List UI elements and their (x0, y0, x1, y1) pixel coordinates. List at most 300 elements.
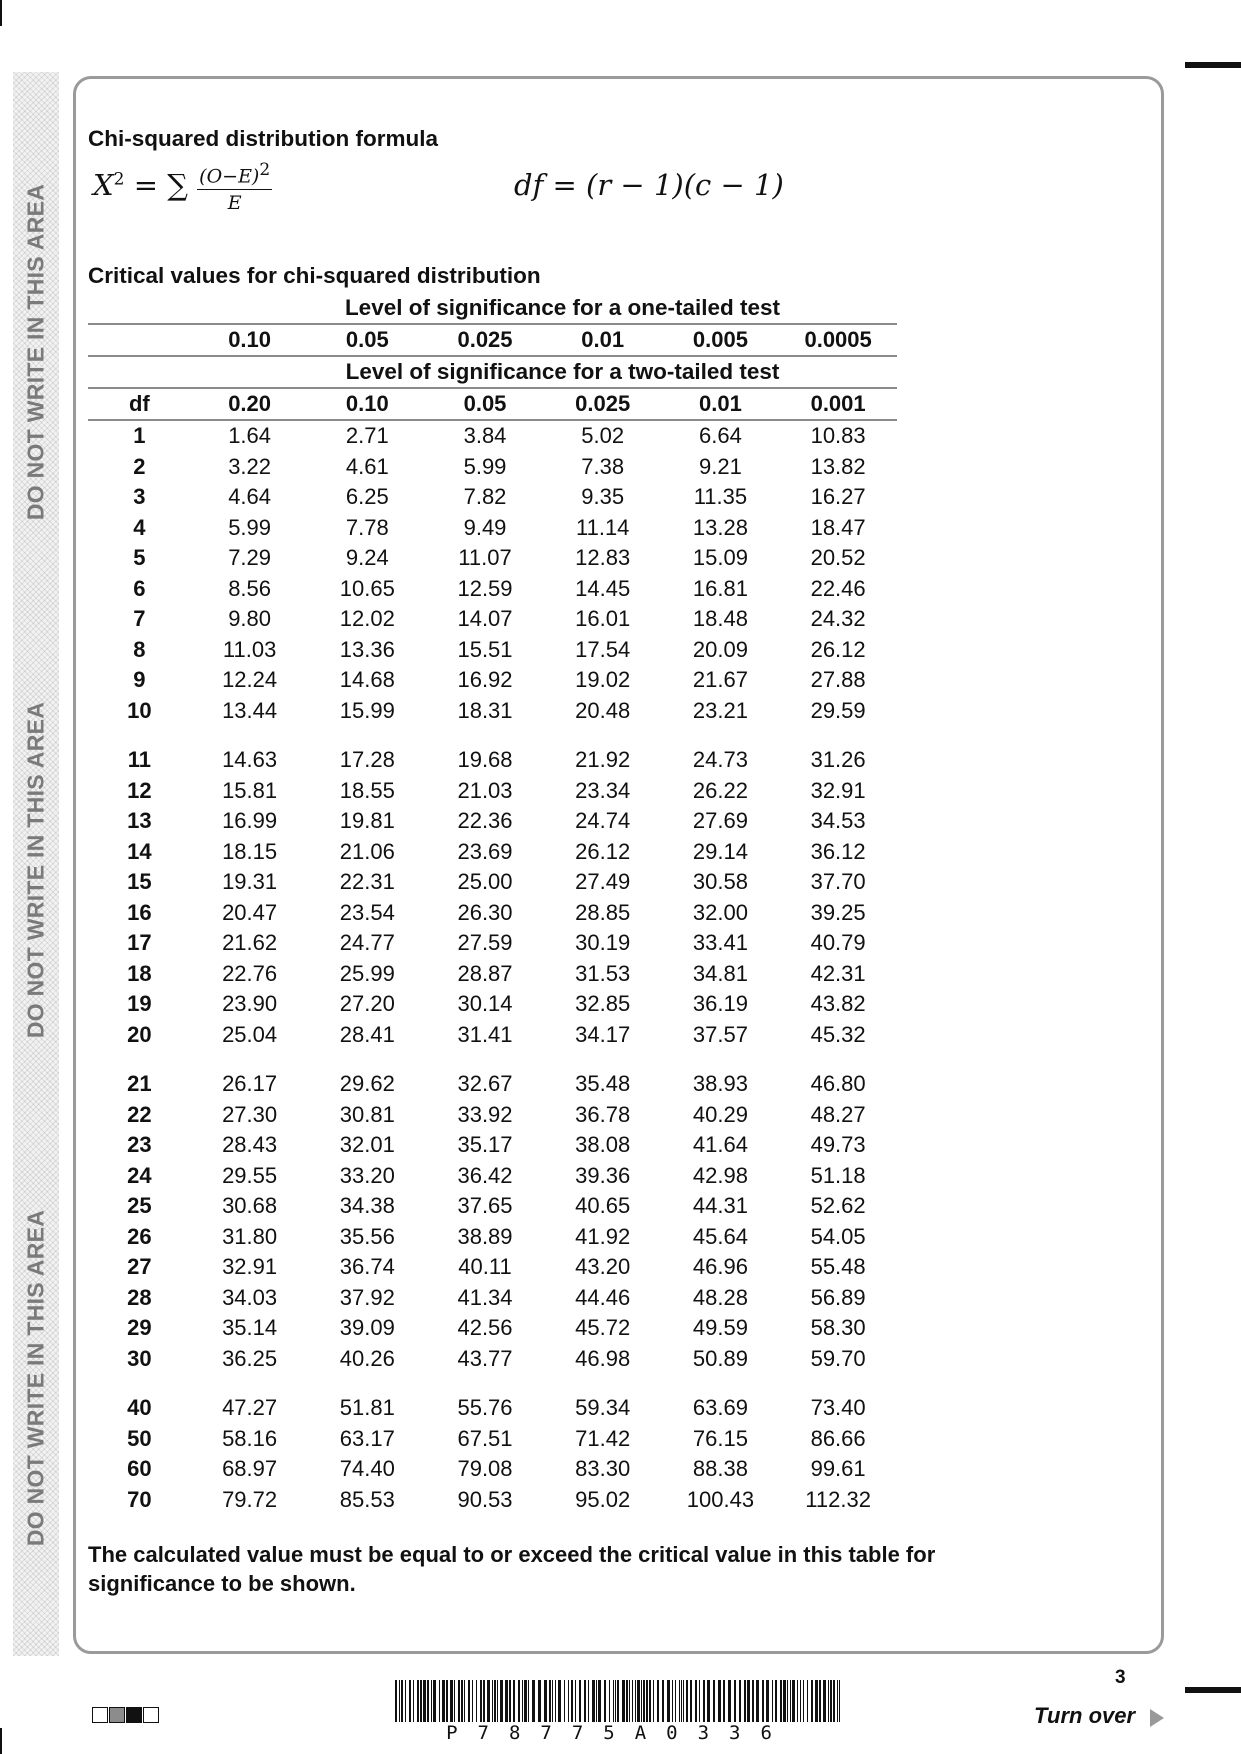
critical-value-cell: 112.32 (805, 1486, 871, 1512)
table-row (88, 696, 897, 727)
table-row (88, 1344, 897, 1375)
df-cell: 22 (127, 1101, 152, 1127)
critical-value-cell: 1.64 (228, 423, 272, 449)
critical-value-cell: 54.05 (810, 1223, 866, 1249)
df-cell: 13 (127, 808, 152, 834)
margin-warning: DO NOT WRITE IN THIS AREA (22, 1209, 49, 1547)
critical-value-cell: 35.56 (339, 1223, 395, 1249)
table-row (88, 959, 897, 990)
table-row (88, 1252, 897, 1283)
critical-value-cell: 5.99 (228, 514, 272, 540)
critical-value-cell: 46.96 (692, 1254, 748, 1280)
df-cell: 26 (127, 1223, 152, 1249)
df-cell: 25 (127, 1193, 152, 1219)
critical-value-cell: 34.38 (339, 1193, 395, 1219)
critical-value-cell: 59.34 (575, 1395, 631, 1421)
df-cell: 17 (127, 930, 152, 956)
critical-value-cell: 9.49 (463, 514, 507, 540)
table-row (88, 421, 897, 452)
critical-value-cell: 3.84 (463, 423, 507, 449)
table-row (88, 837, 897, 868)
critical-value-cell: 9.21 (699, 453, 742, 479)
table-row (88, 1069, 897, 1100)
critical-value-cell: 21.03 (457, 777, 513, 803)
two-tailed-level: 0.20 (228, 391, 272, 416)
barcode-digits: P78775A0336 (393, 1722, 845, 1744)
chi-squared-formula (93, 160, 272, 214)
two-tailed-level: 0.10 (345, 391, 389, 416)
crop-mark (0, 1728, 2, 1754)
critical-value-cell: 14.07 (457, 606, 513, 632)
critical-value-cell: 7.78 (345, 514, 389, 540)
formula-title: Chi-squared distribution formula (88, 126, 439, 151)
critical-value-cell: 40.26 (339, 1345, 395, 1371)
df-cell: 6 (133, 575, 146, 601)
df-cell: 15 (127, 869, 152, 895)
critical-value-cell: 39.25 (810, 899, 866, 925)
critical-value-cell: 83.30 (575, 1456, 631, 1482)
critical-value-cell: 23.34 (575, 777, 631, 803)
critical-value-cell: 6.25 (345, 484, 389, 510)
turn-over-label: Turn over (1034, 1703, 1136, 1728)
critical-value-cell: 40.29 (692, 1101, 748, 1127)
two-tailed-level: 0.05 (463, 391, 507, 416)
critical-value-cell: 35.48 (575, 1071, 631, 1097)
critical-value-cell: 7.82 (463, 484, 507, 510)
critical-value-cell: 11.35 (693, 484, 748, 510)
table-row (88, 1485, 897, 1516)
critical-value-cell: 27.49 (575, 869, 631, 895)
critical-value-cell: 33.92 (457, 1101, 513, 1127)
critical-value-cell: 19.68 (457, 747, 513, 773)
critical-value-cell: 36.25 (222, 1345, 278, 1371)
table-row (88, 1393, 897, 1424)
critical-value-cell: 5.02 (581, 423, 625, 449)
critical-value-cell: 49.59 (692, 1315, 748, 1341)
df-cell: 30 (127, 1345, 152, 1371)
critical-value-cell: 29.62 (339, 1071, 395, 1097)
critical-value-cell: 30.81 (339, 1101, 395, 1127)
df-cell: 70 (127, 1486, 152, 1512)
critical-value-cell: 13.28 (692, 514, 748, 540)
critical-value-cell: 21.06 (339, 838, 395, 864)
formula-fraction (197, 160, 272, 214)
critical-value-cell: 27.88 (810, 667, 866, 693)
critical-value-cell: 42.98 (692, 1162, 748, 1188)
crop-mark (1185, 62, 1241, 68)
critical-value-cell: 12.59 (457, 575, 513, 601)
one-tailed-level: 0.01 (581, 327, 625, 352)
critical-value-cell: 100.43 (686, 1486, 755, 1512)
table-row (88, 1283, 897, 1314)
table-row (88, 1130, 897, 1161)
critical-value-cell: 16.27 (810, 484, 866, 510)
critical-value-cell: 11.14 (576, 514, 630, 540)
critical-value-cell: 51.18 (810, 1162, 866, 1188)
critical-value-cell: 55.48 (810, 1254, 866, 1280)
df-cell: 23 (127, 1132, 152, 1158)
df-header: df (128, 391, 150, 416)
critical-value-cell: 30.68 (222, 1193, 278, 1219)
critical-value-cell: 46.98 (575, 1345, 631, 1371)
critical-value-cell: 20.09 (692, 636, 748, 662)
critical-value-cell: 40.11 (458, 1254, 512, 1280)
critical-value-cell: 16.99 (222, 808, 278, 834)
critical-value-cell: 23.54 (339, 899, 395, 925)
critical-value-cell: 50.89 (692, 1345, 748, 1371)
critical-value-cell: 43.20 (575, 1254, 631, 1280)
table-row (88, 1454, 897, 1485)
table-row (88, 482, 897, 513)
critical-value-cell: 28.43 (222, 1132, 278, 1158)
critical-value-cell: 34.03 (222, 1284, 278, 1310)
critical-value-cell: 36.78 (575, 1101, 631, 1127)
critical-value-cell: 14.45 (575, 575, 631, 601)
critical-value-cell: 48.28 (692, 1284, 748, 1310)
print-square (92, 1707, 108, 1723)
critical-value-cell: 28.41 (339, 1021, 395, 1047)
critical-value-cell: 85.53 (339, 1486, 395, 1512)
table-row (88, 665, 897, 696)
one-tailed-levels-row (88, 325, 897, 355)
critical-value-cell: 21.62 (222, 930, 278, 956)
table-row (88, 1191, 897, 1222)
df-formula: df = (r − 1)(c − 1) (514, 168, 784, 202)
table-row (88, 635, 897, 666)
critical-value-cell: 48.27 (810, 1101, 866, 1127)
one-tailed-level: 0.005 (692, 327, 748, 352)
critical-value-cell: 10.65 (339, 575, 395, 601)
critical-value-cell: 71.42 (575, 1425, 631, 1451)
play-triangle-icon (1150, 1709, 1164, 1727)
critical-value-cell: 67.51 (457, 1425, 513, 1451)
df-cell: 2 (133, 453, 146, 479)
critical-value-cell: 45.64 (692, 1223, 748, 1249)
critical-value-cell: 16.92 (457, 667, 513, 693)
critical-value-cell: 26.17 (222, 1071, 278, 1097)
critical-value-cell: 27.30 (222, 1101, 278, 1127)
critical-value-cell: 24.74 (575, 808, 631, 834)
critical-value-cell: 15.99 (339, 697, 395, 723)
critical-value-cell: 18.47 (810, 514, 866, 540)
critical-value-cell: 15.09 (692, 545, 748, 571)
critical-value-cell: 34.53 (810, 808, 866, 834)
critical-value-cell: 32.91 (222, 1254, 278, 1280)
critical-value-cell: 43.77 (457, 1345, 513, 1371)
one-tailed-level: 0.0005 (804, 327, 872, 352)
table-row (88, 1020, 897, 1051)
critical-value-cell: 28.87 (457, 960, 513, 986)
formula-numerator: (O−E)2 (197, 160, 272, 190)
critical-value-cell: 37.57 (692, 1021, 748, 1047)
critical-value-cell: 31.53 (575, 960, 631, 986)
critical-value-cell: 22.31 (339, 869, 395, 895)
critical-value-cell: 42.31 (810, 960, 866, 986)
df-cell: 29 (127, 1315, 152, 1341)
df-cell: 21 (127, 1071, 152, 1097)
critical-value-cell: 21.92 (575, 747, 631, 773)
critical-value-cell: 95.02 (575, 1486, 631, 1512)
df-cell: 12 (127, 777, 152, 803)
df-cell: 18 (127, 960, 152, 986)
table-row (88, 1424, 897, 1455)
critical-value-cell: 4.64 (228, 484, 272, 510)
critical-value-cell: 30.58 (692, 869, 748, 895)
critical-value-cell: 24.73 (692, 747, 748, 773)
critical-value-cell: 45.72 (575, 1315, 631, 1341)
df-cell: 40 (127, 1395, 152, 1421)
two-tailed-level: 0.025 (575, 391, 631, 416)
critical-value-cell: 59.70 (810, 1345, 866, 1371)
critical-value-cell: 18.31 (457, 697, 513, 723)
critical-value-cell: 22.76 (222, 960, 278, 986)
critical-value-cell: 11.07 (458, 545, 512, 571)
df-cell: 11 (127, 747, 151, 773)
critical-value-cell: 20.52 (810, 545, 866, 571)
critical-value-cell: 24.32 (810, 606, 866, 632)
df-cell: 1 (133, 423, 146, 449)
one-tailed-level: 0.05 (345, 327, 389, 352)
critical-value-cell: 29.59 (810, 697, 866, 723)
critical-value-cell: 18.55 (339, 777, 395, 803)
critical-value-cell: 33.41 (692, 930, 748, 956)
critical-value-cell: 32.67 (457, 1071, 513, 1097)
critical-value-cell: 44.31 (692, 1193, 748, 1219)
critical-value-cell: 41.92 (575, 1223, 631, 1249)
df-cell: 3 (133, 484, 146, 510)
critical-value-cell: 38.89 (457, 1223, 513, 1249)
crop-mark (1185, 1687, 1241, 1693)
critical-value-cell: 31.80 (222, 1223, 278, 1249)
critical-value-cell: 23.90 (222, 991, 278, 1017)
critical-value-cell: 28.85 (575, 899, 631, 925)
critical-value-cell: 90.53 (457, 1486, 513, 1512)
df-cell: 14 (127, 838, 152, 864)
margin-warning: DO NOT WRITE IN THIS AREA (22, 183, 49, 521)
critical-value-cell: 58.30 (810, 1315, 866, 1341)
table-title: Critical values for chi-squared distribution (88, 263, 541, 288)
two-tailed-level: 0.01 (699, 391, 742, 416)
critical-value-cell: 37.70 (810, 869, 866, 895)
print-square (109, 1707, 125, 1723)
critical-value-cell: 27.20 (339, 991, 395, 1017)
critical-value-cell: 63.17 (339, 1425, 395, 1451)
critical-value-cell: 44.46 (575, 1284, 631, 1310)
table-row (88, 989, 897, 1020)
critical-value-cell: 35.14 (222, 1315, 278, 1341)
critical-value-cell: 29.14 (692, 838, 748, 864)
critical-value-cell: 34.17 (575, 1021, 631, 1047)
df-cell: 9 (133, 667, 146, 693)
table-row (88, 1161, 897, 1192)
table-row (88, 574, 897, 605)
formula-exponent: 2 (113, 169, 125, 190)
df-cell: 5 (133, 545, 146, 571)
critical-value-cell: 37.65 (457, 1193, 513, 1219)
critical-value-cell: 30.19 (575, 930, 631, 956)
critical-value-cell: 12.24 (222, 667, 278, 693)
critical-value-cell: 7.29 (228, 545, 272, 571)
critical-value-cell: 2.71 (345, 423, 389, 449)
critical-value-cell: 41.34 (457, 1284, 513, 1310)
one-tailed-level: 0.025 (457, 327, 513, 352)
critical-value-cell: 18.48 (692, 606, 748, 632)
critical-value-cell: 9.24 (345, 545, 389, 571)
formula-denominator: E (227, 192, 242, 215)
table-row (88, 604, 897, 635)
critical-value-cell: 4.61 (345, 453, 389, 479)
print-squares (92, 1707, 159, 1723)
table-row (88, 776, 897, 807)
critical-value-cell: 32.00 (692, 899, 748, 925)
df-cell: 24 (127, 1162, 152, 1188)
crop-mark (0, 0, 2, 26)
critical-value-cell: 22.46 (810, 575, 866, 601)
critical-value-cell: 25.04 (222, 1021, 278, 1047)
critical-value-cell: 49.73 (810, 1132, 866, 1158)
table-row (88, 867, 897, 898)
critical-value-cell: 31.41 (457, 1021, 513, 1047)
critical-value-cell: 7.38 (581, 453, 625, 479)
critical-value-cell: 38.08 (575, 1132, 631, 1158)
table-row (88, 543, 897, 574)
critical-value-cell: 79.08 (457, 1456, 513, 1482)
two-tailed-label: Level of significance for a two-tailed test (345, 359, 780, 384)
critical-value-cell: 15.51 (457, 636, 513, 662)
critical-value-cell: 41.64 (692, 1132, 748, 1158)
df-cell: 16 (127, 899, 152, 925)
critical-value-cell: 51.81 (339, 1395, 395, 1421)
df-cell: 28 (127, 1284, 152, 1310)
critical-value-cell: 15.81 (222, 777, 278, 803)
df-cell: 10 (127, 697, 152, 723)
critical-value-cell: 58.16 (222, 1425, 278, 1451)
df-cell: 7 (133, 606, 146, 632)
critical-value-cell: 14.68 (339, 667, 395, 693)
critical-value-cell: 56.89 (810, 1284, 866, 1310)
page-number: 3 (1115, 1667, 1126, 1688)
critical-value-cell: 52.62 (810, 1193, 866, 1219)
critical-value-cell: 19.31 (222, 869, 278, 895)
two-tailed-levels-row (88, 389, 897, 419)
critical-value-cell: 86.66 (810, 1425, 866, 1451)
critical-value-cell: 13.82 (810, 453, 866, 479)
df-cell: 60 (127, 1456, 152, 1482)
critical-value-cell: 8.56 (228, 575, 272, 601)
one-tailed-level: 0.10 (228, 327, 272, 352)
print-square (126, 1707, 142, 1723)
critical-value-cell: 23.21 (692, 697, 748, 723)
critical-value-cell: 19.02 (575, 667, 631, 693)
df-cell: 50 (127, 1425, 152, 1451)
critical-value-cell: 39.09 (339, 1315, 395, 1341)
critical-value-cell: 13.36 (339, 636, 395, 662)
table-row (88, 898, 897, 929)
critical-value-cell: 99.61 (810, 1456, 866, 1482)
critical-value-cell: 36.12 (810, 838, 866, 864)
critical-value-cell: 29.55 (222, 1162, 278, 1188)
critical-value-cell: 68.97 (222, 1456, 278, 1482)
critical-value-cell: 10.83 (810, 423, 866, 449)
critical-value-cell: 23.69 (457, 838, 513, 864)
critical-value-cell: 26.12 (810, 636, 866, 662)
critical-value-cell: 30.14 (457, 991, 513, 1017)
df-cell: 8 (133, 636, 146, 662)
critical-value-cell: 46.80 (810, 1071, 866, 1097)
critical-value-cell: 11.03 (222, 636, 277, 662)
critical-value-cell: 32.01 (339, 1132, 395, 1158)
critical-value-cell: 20.48 (575, 697, 631, 723)
critical-value-cell: 14.63 (222, 747, 278, 773)
critical-value-cell: 13.44 (222, 697, 278, 723)
critical-values-table (88, 293, 897, 1515)
critical-value-cell: 26.30 (457, 899, 513, 925)
table-row (88, 806, 897, 837)
critical-value-cell: 22.36 (457, 808, 513, 834)
critical-value-cell: 33.20 (339, 1162, 395, 1188)
table-row (88, 1313, 897, 1344)
critical-value-cell: 9.35 (581, 484, 625, 510)
critical-value-cell: 43.82 (810, 991, 866, 1017)
table-row (88, 1100, 897, 1131)
one-tailed-label: Level of significance for a one-tailed test (344, 295, 781, 320)
critical-value-cell: 34.81 (692, 960, 748, 986)
critical-value-cell: 25.99 (339, 960, 395, 986)
critical-value-cell: 27.59 (457, 930, 513, 956)
critical-value-cell: 21.67 (692, 667, 748, 693)
critical-value-cell: 25.00 (457, 869, 513, 895)
df-cell: 19 (127, 991, 152, 1017)
critical-value-cell: 24.77 (339, 930, 395, 956)
critical-value-cell: 17.28 (339, 747, 395, 773)
critical-value-cell: 18.15 (222, 838, 278, 864)
df-cell: 20 (127, 1021, 152, 1047)
critical-value-cell: 40.79 (810, 930, 866, 956)
formula-equals-sum: = ∑ (133, 168, 188, 203)
critical-value-cell: 31.26 (810, 747, 866, 773)
critical-value-cell: 73.40 (810, 1395, 866, 1421)
critical-value-cell: 40.65 (575, 1193, 631, 1219)
critical-value-cell: 16.81 (692, 575, 748, 601)
critical-value-cell: 26.22 (692, 777, 748, 803)
critical-value-cell: 45.32 (810, 1021, 866, 1047)
critical-value-cell: 88.38 (692, 1456, 748, 1482)
df-cell: 27 (127, 1254, 152, 1280)
critical-value-cell: 36.19 (692, 991, 748, 1017)
critical-value-cell: 35.17 (457, 1132, 513, 1158)
critical-value-cell: 6.64 (699, 423, 742, 449)
critical-value-cell: 42.56 (457, 1315, 513, 1341)
table-row (88, 452, 897, 483)
critical-value-cell: 9.80 (228, 606, 272, 632)
table-row (88, 928, 897, 959)
critical-value-cell: 74.40 (339, 1456, 395, 1482)
two-tailed-level: 0.001 (810, 391, 866, 416)
critical-value-cell: 37.92 (339, 1284, 395, 1310)
critical-value-cell: 36.74 (339, 1254, 395, 1280)
critical-value-cell: 26.12 (575, 838, 631, 864)
critical-value-cell: 32.91 (810, 777, 866, 803)
critical-value-cell: 36.42 (457, 1162, 513, 1188)
margin-warning: DO NOT WRITE IN THIS AREA (22, 701, 49, 1039)
critical-value-cell: 27.69 (692, 808, 748, 834)
critical-value-cell: 63.69 (692, 1395, 748, 1421)
critical-value-cell: 16.01 (575, 606, 631, 632)
critical-value-cell: 32.85 (575, 991, 631, 1017)
critical-value-cell: 12.83 (575, 545, 631, 571)
table-row (88, 745, 897, 776)
critical-value-cell: 17.54 (575, 636, 631, 662)
